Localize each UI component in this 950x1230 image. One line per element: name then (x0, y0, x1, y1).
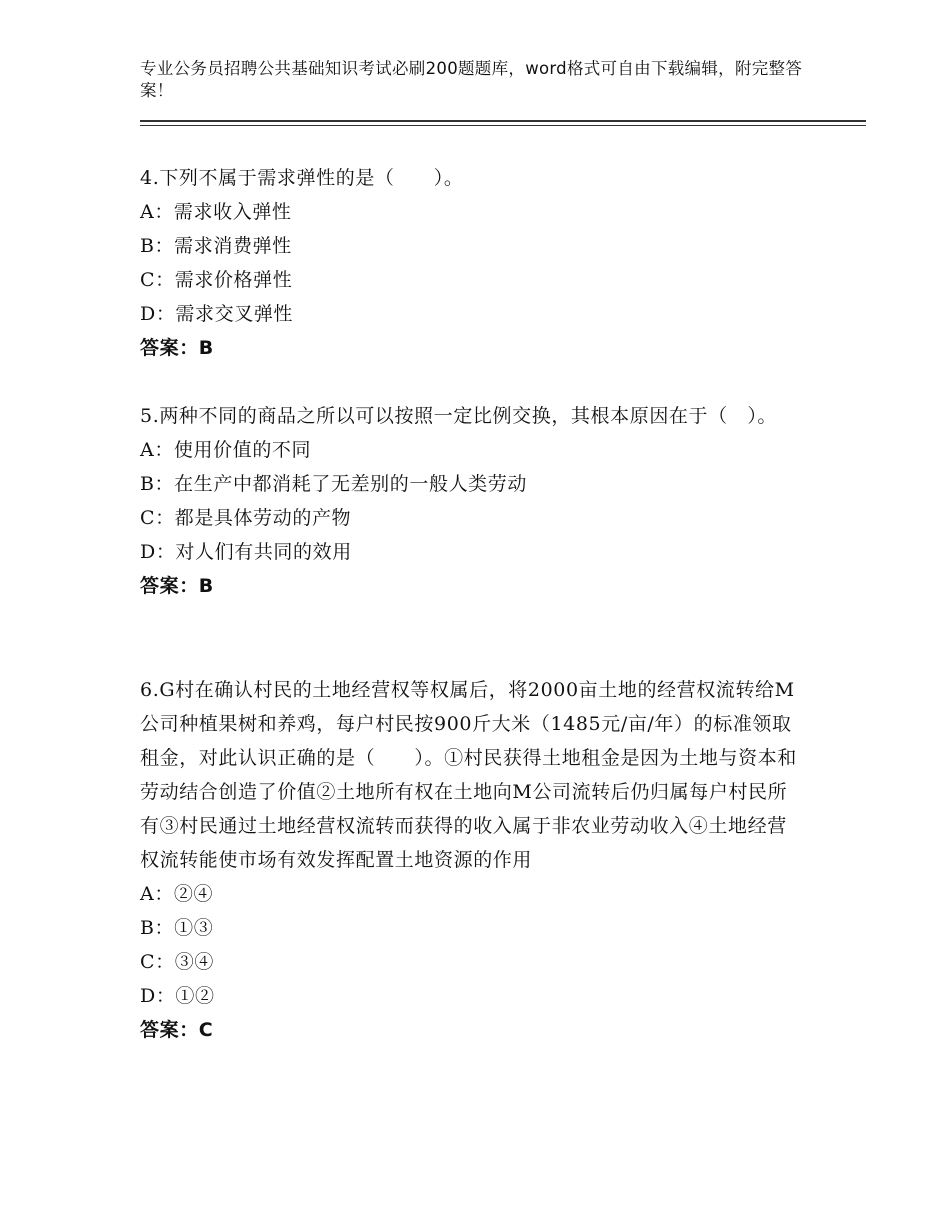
document-header: 专业公务员招聘公共基础知识考试必刷200题题库，word格式可自由下载编辑，附完整答案！ (140, 59, 803, 100)
question-stem: 4.下列不属于需求弹性的是（ ）。 (140, 167, 464, 189)
header-divider-thin (140, 125, 866, 126)
answer-label: 答案：C (140, 1019, 214, 1041)
question-6 (140, 673, 805, 1047)
option-d: D：对人们有共同的效用 (140, 541, 352, 563)
question-4 (140, 161, 805, 365)
option-b: B：①③ (140, 917, 214, 939)
answer-label: 答案：B (140, 575, 214, 597)
option-d: D：需求交叉弹性 (140, 303, 294, 325)
answer-label: 答案：B (140, 337, 214, 359)
option-d: D：①② (140, 985, 215, 1007)
question-5 (140, 399, 805, 603)
option-b: B：在生产中都消耗了无差别的一般人类劳动 (140, 473, 527, 495)
option-a: A：需求收入弹性 (140, 201, 292, 223)
option-a: A：使用价值的不同 (140, 439, 312, 461)
option-c: C：需求价格弹性 (140, 269, 293, 291)
option-c: C：都是具体劳动的产物 (140, 507, 352, 529)
header-divider-thick (140, 120, 866, 122)
option-b: B：需求消费弹性 (140, 235, 292, 257)
question-stem: 6.G村在确认村民的土地经营权等权属后，将2000亩土地的经营权流转给M公司种植果树和养鸡，每户村民按900斤大米（1485元/亩/年）的标准领取租金，对此认识正确的是（ ）。①村民获得土地租金是因为土地与资本和劳动结合创造了价值②土地所有权在土地向M公司流转后仍归属每户村民所有③村民通过土地经营权流转而获得的收入属于非农业劳动收入④土地经营权流转能使市场有效发挥配置土地资源的作用 (140, 679, 797, 871)
option-c: C：③④ (140, 951, 214, 973)
question-stem: 5.两种不同的商品之所以可以按照一定比例交换，其根本原因在于（ ）。 (140, 405, 778, 427)
option-a: A：②④ (140, 883, 214, 905)
